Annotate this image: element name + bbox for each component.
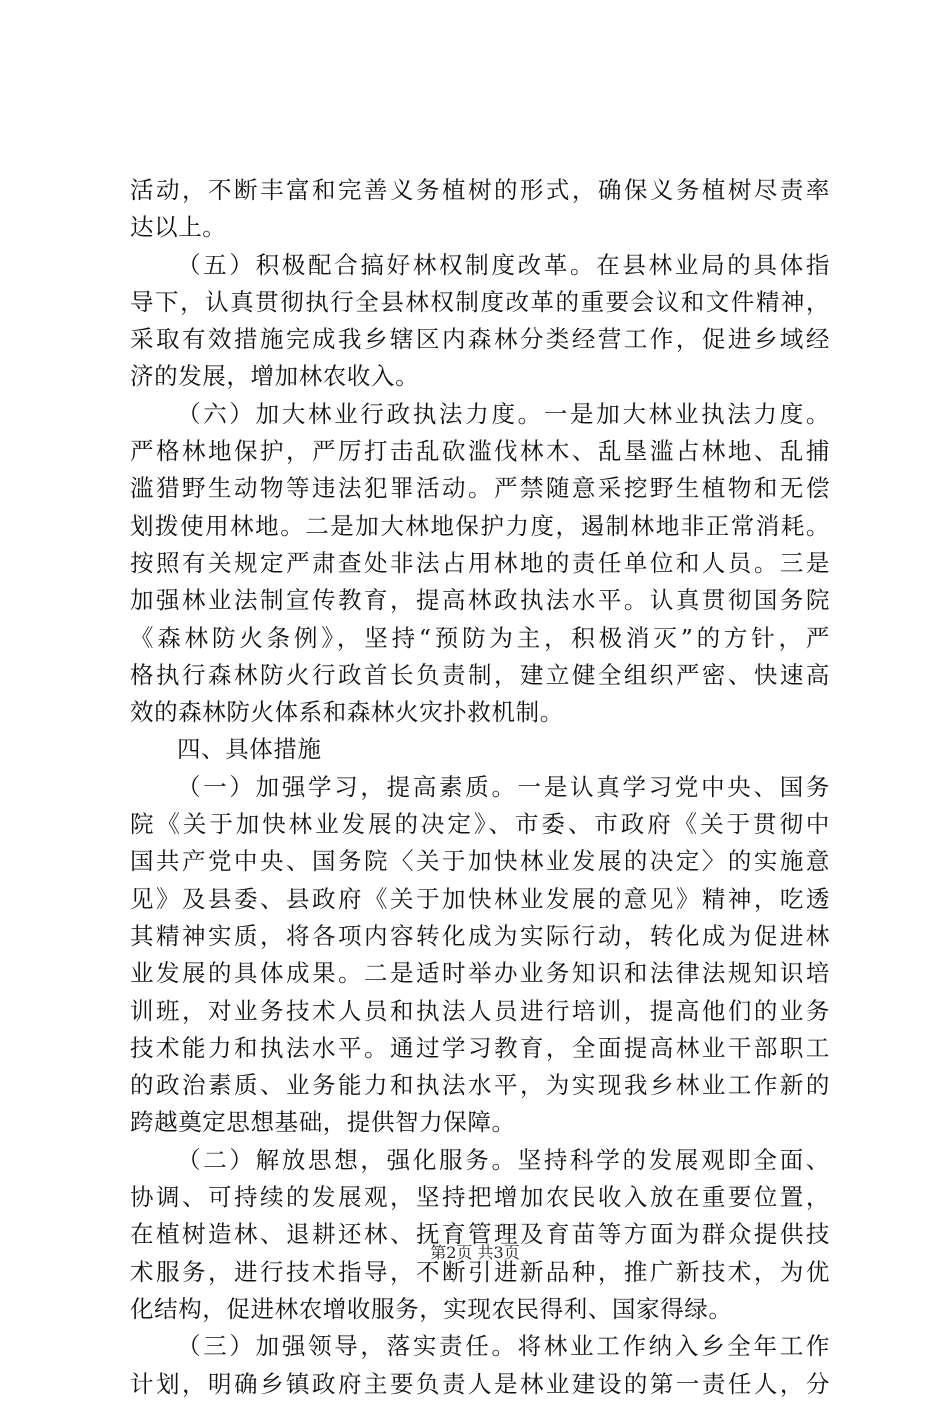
text-line: （三）加强领导，落实责任。将林业工作纳入乡全年工作	[177, 1332, 830, 1361]
text-line: 格执行森林防火行政首长负责制，建立健全组织严密、快速高	[130, 660, 830, 689]
text-line: 的政治素质、业务能力和执法水平，为实现我乡林业工作新的	[130, 1071, 830, 1100]
text-line: 术服务，进行技术指导，不断引进新品种，推广新技术，为优	[130, 1257, 830, 1286]
text-line: 化结构，促进林农增收服务，实现农民得利、国家得绿。	[130, 1294, 733, 1323]
document-body	[130, 172, 830, 1403]
text-line: 按照有关规定严肃查处非法占用林地的责任单位和人员。三是	[130, 548, 830, 577]
text-line: 见》及县委、县政府《关于加快林业发展的意见》精神，吃透	[130, 884, 830, 913]
page-number-label: 第2页 共3页	[430, 1243, 520, 1262]
text-line: 活动，不断丰富和完善义务植树的形式，确保义务植树尽责率	[130, 176, 830, 204]
text-line: 院《关于加快林业发展的决定》、市委、市政府《关于贯彻中	[130, 810, 830, 839]
text-line: （六）加大林业行政执法力度。一是加大林业执法力度。	[177, 399, 830, 428]
text-line: 其精神实质，将各项内容转化成为实际行动，转化成为促进林	[130, 921, 830, 950]
text-line: （二）解放思想，强化服务。坚持科学的发展观即全面、	[177, 1145, 830, 1174]
text-line: 《森林防火条例》，坚持“预防为主，积极消灭”的方针，严	[130, 623, 830, 652]
text-line: 达以上。	[130, 213, 227, 242]
page-footer	[0, 1243, 950, 1263]
text-line: 效的森林防火体系和森林火灾扑救机制。	[130, 698, 564, 727]
text-line: 导下，认真贯彻执行全县林权制度改革的重要会议和文件精神，	[130, 287, 830, 316]
text-line: 严格林地保护，严厉打击乱砍滥伐林木、乱垦滥占林地、乱捕	[130, 437, 830, 466]
text-line: 划拨使用林地。二是加大林地保护力度，遏制林地非正常消耗。	[130, 511, 830, 540]
text-line: 济的发展，增加林农收入。	[130, 362, 420, 391]
text-line: 跨越奠定思想基础，提供智力保障。	[130, 1108, 516, 1137]
text-line: 训班，对业务技术人员和执法人员进行培训，提高他们的业务	[130, 996, 830, 1025]
text-line: 采取有效措施完成我乡辖区内森林分类经营工作，促进乡域经	[130, 325, 830, 354]
text-line: 滥猎野生动物等违法犯罪活动。严禁随意采挖野生植物和无偿	[130, 474, 830, 503]
text-line: 国共产党中央、国务院〈关于加快林业发展的决定〉的实施意	[130, 847, 830, 876]
text-line: （一）加强学习，提高素质。一是认真学习党中央、国务	[177, 772, 830, 801]
text-line: 业发展的具体成果。二是适时举办业务知识和法律法规知识培	[130, 959, 830, 988]
text-line: （五）积极配合搞好林权制度改革。在县林业局的具体指	[177, 250, 830, 279]
text-line: 技术能力和执法水平。通过学习教育，全面提高林业干部职工	[130, 1033, 830, 1062]
text-line: 计划，明确乡镇政府主要负责人是林业建设的第一责任人，分	[130, 1369, 830, 1398]
text-line: 协调、可持续的发展观，坚持把增加农民收入放在重要位置，	[130, 1183, 830, 1212]
text-line: 在植树造林、退耕还林、抚育管理及育苗等方面为群众提供技	[130, 1220, 830, 1249]
text-line: 加强林业法制宣传教育，提高林政执法水平。认真贯彻国务院	[130, 586, 830, 615]
text-line: 四、具体措施	[177, 735, 322, 764]
